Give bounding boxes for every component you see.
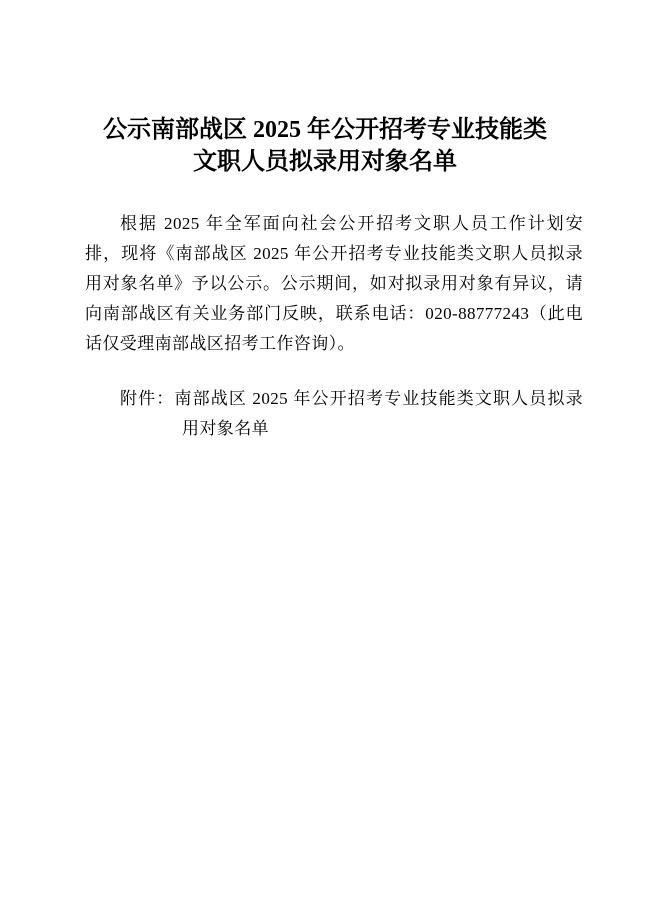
attachment-line-2: 用对象名单 — [182, 419, 269, 438]
body-line-5: 话仅受理南部战区招考工作咨询）。 — [85, 334, 355, 353]
title-line-2: 文职人员拟录用对象名单 — [193, 149, 457, 175]
body-line-1: 根据 2025 年全军面向社会公开招考文职人员工作计划安 — [120, 214, 583, 233]
body-line-3: 用对象名单》予以公示。公示期间，如对拟录用对象有异议，请 — [85, 274, 583, 293]
body-line-4: 向南部战区有关业务部门反映，联系电话：020-88777243（此电 — [85, 304, 583, 323]
body-paragraph — [0, 209, 650, 359]
document-title — [0, 0, 650, 178]
body-line-2: 排，现将《南部战区 2025 年公开招考专业技能类文职人员拟录 — [85, 244, 583, 263]
attachment-line-1: 附件：南部战区 2025 年公开招考专业技能类文职人员拟录 — [120, 389, 583, 408]
attachment-section — [0, 384, 650, 444]
title-line-1: 公示南部战区 2025 年公开招考专业技能类 — [103, 117, 547, 143]
